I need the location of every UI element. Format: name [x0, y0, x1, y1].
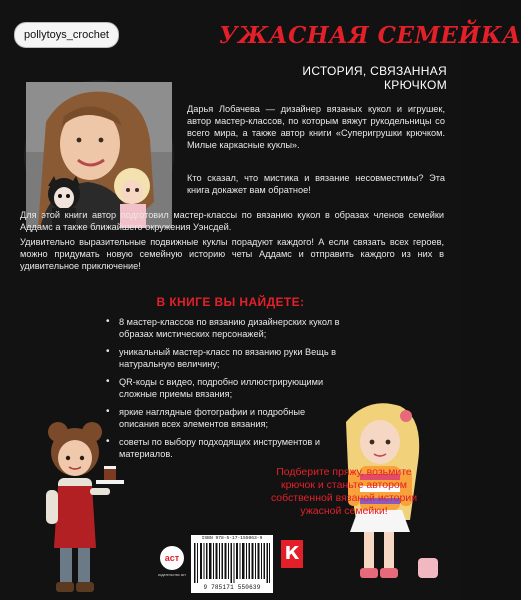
bullet-icon: •: [106, 406, 110, 417]
bullet-icon: •: [106, 346, 110, 357]
list-item-text: 8 мастер-классов по вязанию дизайнерских кукол в образах мистических персонажей;: [119, 317, 340, 339]
list-item: [106, 316, 346, 340]
list-item: [106, 406, 346, 430]
dolls-description: Удивительно выразительные подвижные куклы порадуют каждого! А если связать всех героев, можно придумать новую семейную историю четы Аддамс и отправить каждого из них в удивительное приключение!: [20, 237, 444, 271]
closing-callout: Подберите пряжу, возьмите крючок и станьте автором собственной вязаной истории ужасной семейки!: [270, 466, 418, 517]
doll-barista-illustration: [22, 412, 130, 598]
author-photo-illustration: [26, 82, 172, 228]
intro-question: Кто сказал, что мистика и вязание несовместимы? Эта книга докажет вам обратное!: [187, 173, 445, 195]
author-bio: Дарья Лобачева — дизайнер вязаных кукол и игрушек, автор мастер-классов, по которым вяжут рукодельницы со всего мира, а также автор книги «Суперигрушки крючком. Милые каркасные куклы».: [187, 104, 445, 150]
bullet-icon: •: [106, 436, 110, 447]
isbn-number: 9 785171 550639: [203, 584, 261, 591]
list-item: [106, 436, 346, 460]
imprint-logo: К: [281, 540, 303, 568]
list-item: [106, 376, 346, 400]
list-item: [106, 346, 346, 370]
ast-publisher-logo: аст: [160, 546, 184, 570]
bullet-icon: •: [106, 376, 110, 387]
bullet-icon: •: [106, 316, 110, 327]
book-description: Для этой книги автор подготовил мастер-классы по вязанию кукол в образах членов семейки Аддамс а также ближайшего окружения Уэнсдей.: [20, 210, 444, 232]
subtitle-line-1: ИСТОРИЯ, СВЯЗАННАЯ: [302, 64, 447, 78]
list-item-text: уникальный мастер-класс по вязанию руки Вещь в натуральную величину;: [119, 347, 337, 369]
instagram-badge: pollytoys_crochet: [14, 22, 119, 48]
isbn-barcode: [191, 535, 273, 593]
subtitle-line-2: КРЮЧКОМ: [383, 78, 447, 92]
book-title: УЖАСНАЯ СЕМЕЙКА: [219, 22, 521, 49]
list-item-text: QR-коды с видео, подробно иллюстрирующими сложные приемы вязания;: [119, 377, 324, 399]
barcode-icon: [194, 543, 270, 583]
ast-publisher-caption: издательство аст: [157, 573, 187, 577]
isbn-label: ISBN 978-5-17-155063-9: [201, 536, 263, 541]
list-item-text: советы по выбору подходящих инструментов и материалов.: [119, 437, 320, 459]
author-photo: [26, 82, 172, 228]
features-list: [106, 316, 346, 466]
book-subtitle: [247, 64, 447, 92]
list-item-text: яркие наглядные фотографии и подробные описания всех элементов вязания;: [119, 407, 306, 429]
features-heading: В КНИГЕ ВЫ НАЙДЕТЕ:: [156, 295, 305, 309]
